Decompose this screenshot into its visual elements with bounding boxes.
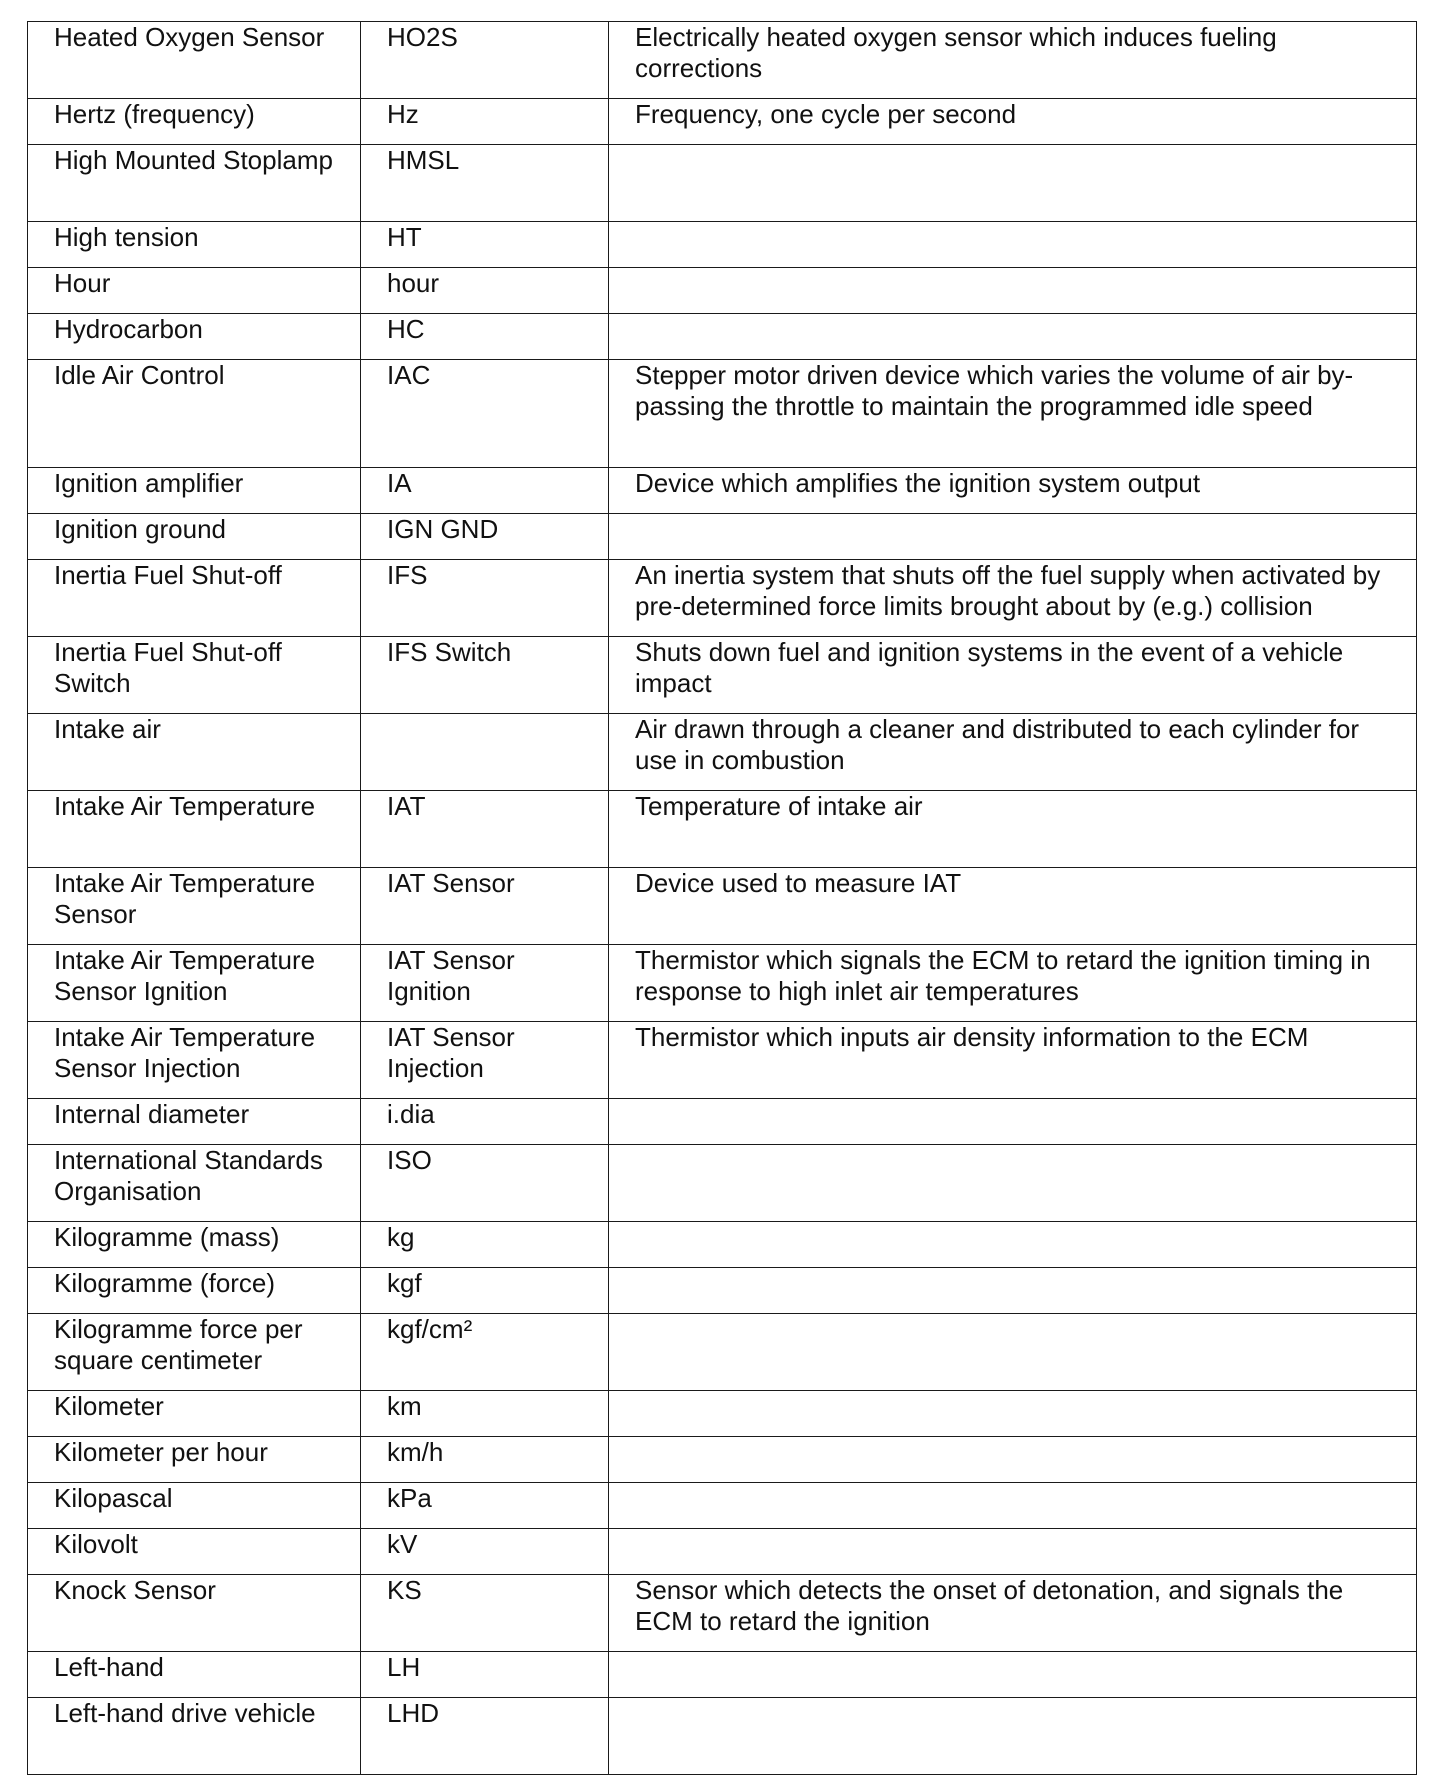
- term-cell: Hour: [28, 268, 361, 314]
- table-row: [28, 514, 1417, 560]
- abbreviation-cell: HC: [361, 314, 609, 360]
- term-cell: Hertz (frequency): [28, 99, 361, 145]
- description-cell: [609, 1314, 1417, 1391]
- term-cell: Kilometer per hour: [28, 1437, 361, 1483]
- description-cell: [609, 1529, 1417, 1575]
- table-row: [28, 314, 1417, 360]
- abbreviation-cell: IFS: [361, 560, 609, 637]
- abbreviation-cell: IA: [361, 468, 609, 514]
- term-cell: High Mounted Stoplamp: [28, 145, 361, 222]
- abbreviation-cell: IAC: [361, 360, 609, 468]
- description-cell: Stepper motor driven device which varies the volume of air by-passing the throttle to maintain the programmed idle speed: [609, 360, 1417, 468]
- description-cell: Shuts down fuel and ignition systems in the event of a vehicle impact: [609, 637, 1417, 714]
- description-cell: [609, 1437, 1417, 1483]
- table-row: [28, 1391, 1417, 1437]
- term-cell: Hydrocarbon: [28, 314, 361, 360]
- term-cell: Kilogramme (mass): [28, 1222, 361, 1268]
- abbreviation-cell: LHD: [361, 1698, 609, 1775]
- term-cell: International Standards Organisation: [28, 1145, 361, 1222]
- term-cell: Intake Air Temperature Sensor Injection: [28, 1022, 361, 1099]
- table-row: [28, 1698, 1417, 1775]
- term-cell: Left-hand drive vehicle: [28, 1698, 361, 1775]
- table-row: [28, 1437, 1417, 1483]
- description-cell: [609, 268, 1417, 314]
- abbreviation-cell: kgf/cm²: [361, 1314, 609, 1391]
- table-row: [28, 468, 1417, 514]
- term-cell: Kilovolt: [28, 1529, 361, 1575]
- table-row: [28, 1099, 1417, 1145]
- term-cell: Heated Oxygen Sensor: [28, 22, 361, 99]
- abbreviation-cell: KS: [361, 1575, 609, 1652]
- description-cell: [609, 1391, 1417, 1437]
- description-cell: Frequency, one cycle per second: [609, 99, 1417, 145]
- term-cell: Kilopascal: [28, 1483, 361, 1529]
- term-cell: Kilogramme force per square centimeter: [28, 1314, 361, 1391]
- description-cell: [609, 1652, 1417, 1698]
- table-row: [28, 268, 1417, 314]
- table-row: [28, 22, 1417, 99]
- description-cell: [609, 1483, 1417, 1529]
- description-cell: [609, 514, 1417, 560]
- description-cell: [609, 1268, 1417, 1314]
- table-row: [28, 145, 1417, 222]
- abbreviation-cell: km/h: [361, 1437, 609, 1483]
- description-cell: [609, 1698, 1417, 1775]
- description-cell: Temperature of intake air: [609, 791, 1417, 868]
- term-cell: Kilometer: [28, 1391, 361, 1437]
- description-cell: Device which amplifies the ignition system output: [609, 468, 1417, 514]
- abbreviation-cell: IAT Sensor: [361, 868, 609, 945]
- table-row: [28, 1483, 1417, 1529]
- table-row: [28, 791, 1417, 868]
- table-row: [28, 1575, 1417, 1652]
- abbreviation-cell: hour: [361, 268, 609, 314]
- description-cell: Device used to measure IAT: [609, 868, 1417, 945]
- description-cell: [609, 145, 1417, 222]
- table-row: [28, 945, 1417, 1022]
- description-cell: Air drawn through a cleaner and distributed to each cylinder for use in combustion: [609, 714, 1417, 791]
- description-cell: [609, 314, 1417, 360]
- table-row: [28, 1222, 1417, 1268]
- abbreviations-table: [27, 21, 1417, 1775]
- table-row: [28, 1652, 1417, 1698]
- abbreviation-cell: kPa: [361, 1483, 609, 1529]
- description-cell: [609, 222, 1417, 268]
- abbreviation-cell: kV: [361, 1529, 609, 1575]
- term-cell: Intake Air Temperature Sensor: [28, 868, 361, 945]
- abbreviation-cell: HO2S: [361, 22, 609, 99]
- abbreviation-cell: IAT: [361, 791, 609, 868]
- term-cell: Intake air: [28, 714, 361, 791]
- description-cell: [609, 1222, 1417, 1268]
- description-cell: [609, 1145, 1417, 1222]
- abbreviation-cell: IAT Sensor Injection: [361, 1022, 609, 1099]
- description-cell: Electrically heated oxygen sensor which induces fueling corrections: [609, 22, 1417, 99]
- abbreviation-cell: i.dia: [361, 1099, 609, 1145]
- term-cell: Ignition ground: [28, 514, 361, 560]
- abbreviation-cell: IFS Switch: [361, 637, 609, 714]
- term-cell: Inertia Fuel Shut-off: [28, 560, 361, 637]
- table-row: [28, 868, 1417, 945]
- abbreviation-cell: IGN GND: [361, 514, 609, 560]
- table-row: [28, 1268, 1417, 1314]
- abbreviation-cell: km: [361, 1391, 609, 1437]
- abbreviation-cell: kgf: [361, 1268, 609, 1314]
- abbreviation-cell: HT: [361, 222, 609, 268]
- table-row: [28, 714, 1417, 791]
- description-cell: An inertia system that shuts off the fuel supply when activated by pre-determined force limits brought about by (e.g.) collision: [609, 560, 1417, 637]
- term-cell: High tension: [28, 222, 361, 268]
- abbreviation-cell: HMSL: [361, 145, 609, 222]
- abbreviation-cell: ISO: [361, 1145, 609, 1222]
- table-row: [28, 222, 1417, 268]
- table-row: [28, 637, 1417, 714]
- description-cell: Sensor which detects the onset of detonation, and signals the ECM to retard the ignition: [609, 1575, 1417, 1652]
- description-cell: Thermistor which signals the ECM to retard the ignition timing in response to high inlet air temperatures: [609, 945, 1417, 1022]
- table-row: [28, 1145, 1417, 1222]
- description-cell: [609, 1099, 1417, 1145]
- term-cell: Intake Air Temperature Sensor Ignition: [28, 945, 361, 1022]
- abbreviation-cell: Hz: [361, 99, 609, 145]
- table-row: [28, 360, 1417, 468]
- term-cell: Idle Air Control: [28, 360, 361, 468]
- table-row: [28, 99, 1417, 145]
- term-cell: Ignition amplifier: [28, 468, 361, 514]
- table-row: [28, 1022, 1417, 1099]
- abbreviation-cell: LH: [361, 1652, 609, 1698]
- table-row: [28, 1529, 1417, 1575]
- term-cell: Internal diameter: [28, 1099, 361, 1145]
- description-cell: Thermistor which inputs air density information to the ECM: [609, 1022, 1417, 1099]
- table-row: [28, 1314, 1417, 1391]
- term-cell: Kilogramme (force): [28, 1268, 361, 1314]
- term-cell: Inertia Fuel Shut-off Switch: [28, 637, 361, 714]
- abbreviation-cell: [361, 714, 609, 791]
- term-cell: Knock Sensor: [28, 1575, 361, 1652]
- abbreviation-cell: IAT Sensor Ignition: [361, 945, 609, 1022]
- term-cell: Left-hand: [28, 1652, 361, 1698]
- table-row: [28, 560, 1417, 637]
- term-cell: Intake Air Temperature: [28, 791, 361, 868]
- abbreviation-cell: kg: [361, 1222, 609, 1268]
